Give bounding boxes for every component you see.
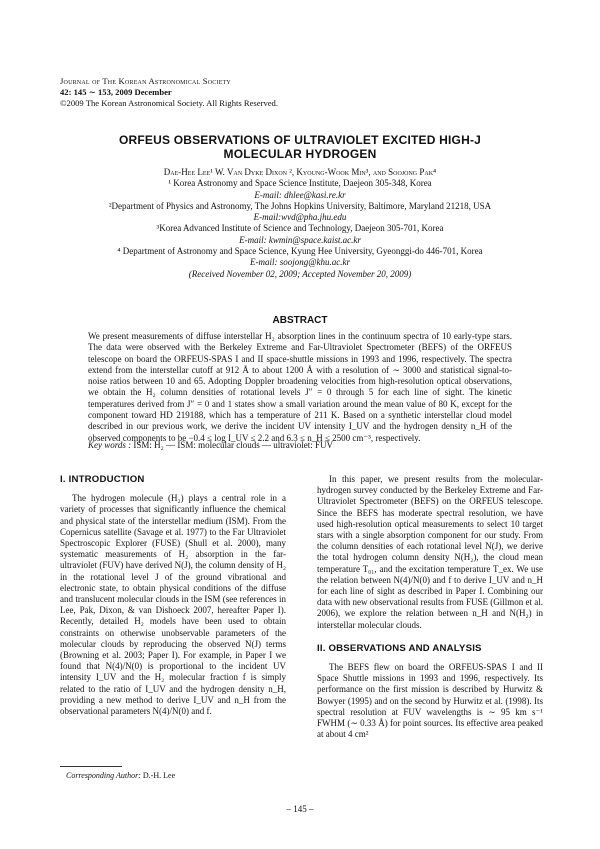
email-3: E-mail: kwmin@space.kaist.ac.kr	[239, 234, 361, 245]
journal-copyright: ©2009 The Korean Astronomical Society. All Rights Reserved.	[60, 98, 278, 108]
received-dates: (Received November 02, 2009; Accepted November 20, 2009)	[188, 268, 412, 279]
email-2: E-mail:wvd@pha.jhu.edu	[253, 212, 347, 223]
section-heading-observations: II. OBSERVATIONS AND ANALYSIS	[317, 642, 482, 654]
footnote-name: D.-H. Lee	[140, 771, 176, 780]
intro-paragraph-2: In this paper, we present results from the molecular-hydrogen survey conducted by the Berkeley Extreme and Far-Ultraviolet Spectrometer (BEFS) on the ORFEUS telescope. Since the BEFS has moderate spectral resolution, we have used high-resolution optical measurements to select 10 target stars with a single absorption component for our study. From the column densities of each rotational level N(J), we derive the total hydrogen column density N(H₂), the cloud mean temperature T₀₁, and the excitation temperature T_ex. We use the relation between N(4)/N(0) and f to derive I_UV and n_H for each line of sight as described in Paper I. Combining our data with new observational results from FUSE (Gillmon et al. 2006), we explore the relation between n_H and N(H₂) in interstellar molecular clouds.	[317, 474, 543, 630]
footnote-label: Corresponding Author:	[66, 771, 141, 780]
affiliation-3: ³Korea Advanced Institute of Science and Technology, Daejeon 305-701, Korea	[156, 223, 444, 234]
footnote-rule	[60, 766, 122, 767]
page-number: – 145 –	[286, 804, 314, 814]
journal-name: Journal of The Korean Astronomical Society	[60, 76, 231, 86]
keywords-label: Key words :	[88, 440, 132, 450]
intro-paragraph: The hydrogen molecule (H₂) plays a central role in a variety of processes that significantly influence the chemical and physical state of the interstellar medium (ISM). From the Copernicus satellite (Savage et al. 1977) to the Far Ultraviolet Spectroscopic Explorer (FUSE) (Shull et al. 2000), many systematic measurements of H₂ absorption in the far-ultraviolet (FUV) have derived N(J), the column density of H₂ in the rotational level J of the ground vibrational and electronic state, to obtain physical conditions of the diffuse and translucent molecular clouds in the ISM (see references in Lee, Pak, Dixon, & van Dishoeck 2007, hereafter Paper I). Recently, detailed H₂ models have been used to obtain constraints on otherwise unobservable parameters of the molecular clouds by reproducing the observed N(J) terms (Browning et al. 2003; Paper I). For example, in Paper I we found that N(4)/N(0) is proportional to the incident UV intensity I_UV and the H₂ molecular fraction f is simply related to the ratio of I_UV and the hydrogen density n_H, providing a new method to derive I_UV and n_H from the observational parameters N(4)/N(0) and f.	[60, 493, 286, 717]
affiliation-2: ²Department of Physics and Astronomy, The Johns Hopkins University, Baltimore, Maryland 21218, USA	[108, 200, 492, 211]
left-column	[60, 474, 286, 717]
section-heading-introduction: I. INTRODUCTION	[60, 474, 145, 485]
keywords	[88, 440, 512, 451]
journal-header	[60, 76, 460, 109]
keywords-list: ISM: H₂ — ISM: molecular clouds — ultraviolet: FUV	[131, 440, 334, 450]
affiliation-4: ⁴ Department of Astronomy and Space Science, Kyung Hee University, Gyeonggi-do 446-701, Korea	[117, 246, 483, 257]
title-line-2: MOLECULAR HYDROGEN	[223, 147, 377, 161]
author-names: Dae-Hee Lee¹ W. Van Dyke Dixon ², Kyoung-Wook Min³, and Soojong Pak⁴	[163, 167, 437, 177]
title-line-1: ORFEUS OBSERVATIONS OF ULTRAVIOLET EXCITED HIGH-J	[118, 133, 482, 147]
author-block	[60, 167, 540, 280]
email-1: E-mail: dhlee@kasi.re.kr	[254, 189, 346, 200]
affiliation-1: ¹ Korea Astronomy and Space Science Institute, Daejeon 305-348, Korea	[168, 178, 432, 189]
right-column	[317, 474, 543, 740]
abstract-text: We present measurements of diffuse interstellar H₂ absorption lines in the continuum spectra of 10 early-type stars. The data were observed with the Berkeley Extreme and Far-Ultraviolet Spectrometer (BEFS) of the ORFEUS telescope on board the ORFEUS-SPAS I and II space-shuttle missions in 1993 and 1996, respectively. The spectra extend from the interstellar cutoff at 912 Å to about 1200 Å with a resolution of ∼ 3000 and statistical signal-to-noise ratios between 10 and 65. Adopting Doppler broadening velocities from high-resolution optical observations, we obtain the H₂ column densities of rotational levels J″ = 0 through 5 for each line of sight. The kinetic temperatures derived from J″ = 0 and 1 states show a small variation around the mean value of 80 K, except for the component toward HD 219188, which has a temperature of 211 K. Based on a synthetic interstellar cloud model described in our previous work, we derive the incident UV intensity I_UV and the hydrogen density n_H of the observed components to be −0.4 ≤ log I_UV ≤ 2.2 and 6.3 ≤ n_H ≤ 2500 cm⁻³, respectively.	[88, 331, 512, 443]
observations-paragraph: The BEFS flew on board the ORFEUS-SPAS I and II Space Shuttle missions in 1993 and 1996, respectively. Its performance on the first mission is described by Hurwitz & Bowyer (1995) and on the second by Hurwitz et al. (1998). Its spectral resolution at FUV wavelengths is ∼ 95 km s⁻¹ FWHM (∼ 0.33 Å) for point sources. Its effective area peaked at about 4 cm²	[317, 662, 543, 740]
journal-volume: 42: 145 ∼ 153, 2009 December	[60, 87, 172, 97]
email-4: E-mail: soojong@khu.ac.kr	[249, 257, 350, 268]
corresponding-author	[66, 771, 175, 780]
paper-title	[60, 133, 540, 161]
abstract-heading: ABSTRACT	[272, 315, 328, 326]
